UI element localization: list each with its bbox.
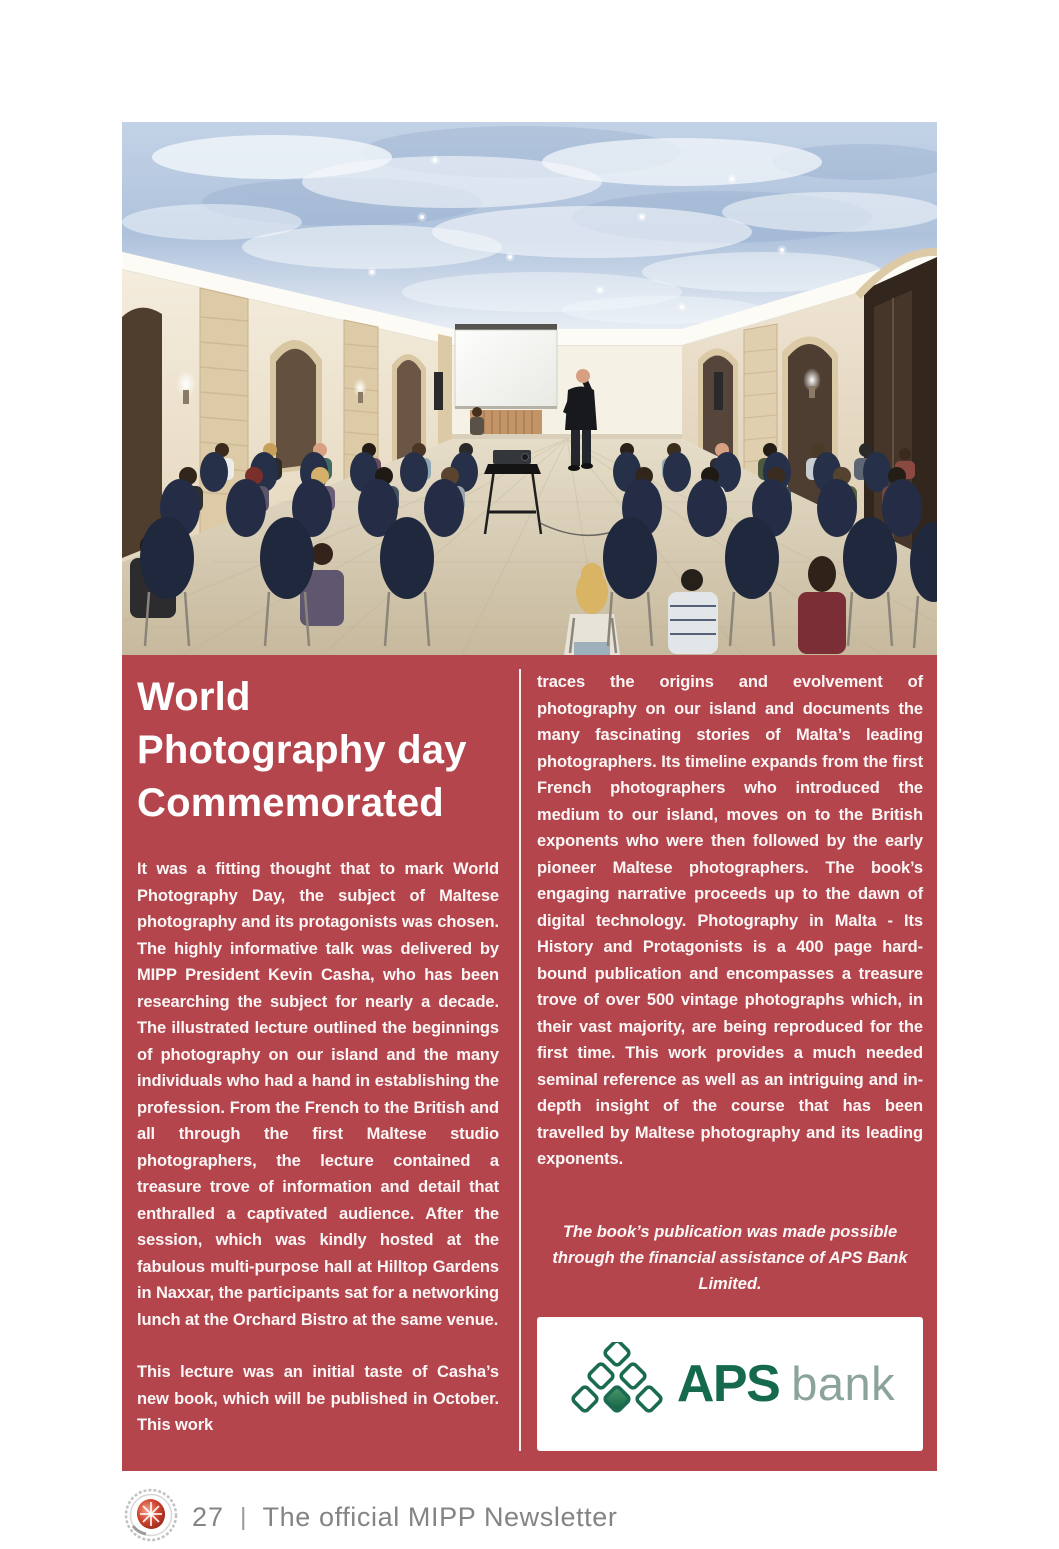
title-line-1: World <box>137 675 251 719</box>
newsletter-title: The official MIPP Newsletter <box>262 1501 618 1532</box>
footer-separator: | <box>240 1502 247 1531</box>
title-line-3: Commemorated <box>137 781 444 825</box>
page-footer <box>122 1486 937 1549</box>
article-paragraph: It was a fitting thought that to mark World Photography Day, the subject of Maltese photography and its protagonists was chosen. The highly informative talk was delivered by MIPP President Kevin Casha, who has been researching the subject for nearly a decade. The illustrated lecture outlined the beginnings of photography on our island and the many individuals who had a hand in establishing the profession. From the French to the British and all through the first Maltese studio photographers, the lecture contained a treasure trove of information and detail that enthralled a captivated audience. After the session, which was kindly hosted at the fabulous multi-purpose hall at Hilltop Gardens in Naxxar, the participants sat for a networking lunch at the Orchard Bistro at the same venue. <box>137 860 499 1329</box>
aps-diamonds-icon <box>565 1342 665 1425</box>
article-paragraph: traces the origins and evolvement of photography on our island and documents the many fascinating stories of Malta’s leading photographers. Its timeline expands from the first French photographers who introduced the medium to our island, moves on to the British exponents who were then followed by the early pioneer Maltese photographers. The book’s engaging narrative proceeds up to the dawn of digital technology. Photography in Malta - Its History and Protagonists is a 400 page hard-bound publication and encompasses a treasure trove of over 500 vintage photographs which, in their vast majority, are being reproduced for the first time. This work provides a much needed seminal reference as well as an intriguing and in-depth insight of the course that has been travelled by Maltese photography and its leading exponents. <box>537 673 923 1168</box>
projector-screen <box>455 324 557 409</box>
aps-wordmark: APS <box>676 1354 780 1413</box>
article-paragraph: This lecture was an initial taste of Casha’s new book, which will be published in October. This work <box>137 1363 499 1434</box>
article-right-column <box>519 669 923 1451</box>
hero-photo <box>122 122 937 655</box>
bank-wordmark: bank <box>791 1357 896 1410</box>
newsletter-page <box>122 122 937 1549</box>
title-line-2: Photography day <box>137 728 467 772</box>
sponsor-note: The book’s publication was made possible through the financial assistance of APS Bank Limited. <box>552 1222 908 1293</box>
aps-bank-logo-box <box>537 1317 923 1451</box>
aps-bank-logo <box>565 1342 895 1425</box>
article-section <box>122 655 937 1471</box>
article-title <box>137 671 499 830</box>
article-left-column <box>137 669 519 1451</box>
mipp-logo-icon <box>122 1486 180 1549</box>
page-number: 27 <box>192 1501 225 1532</box>
